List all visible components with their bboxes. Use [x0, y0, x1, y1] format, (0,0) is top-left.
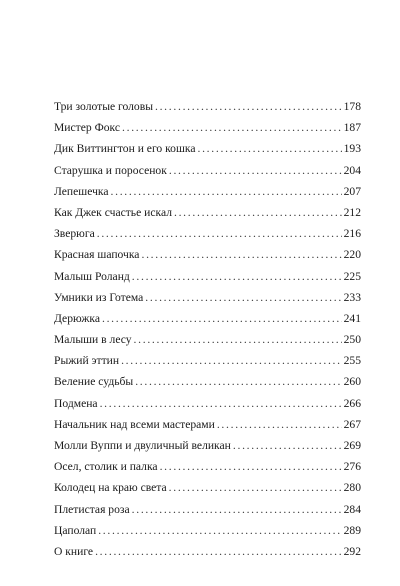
toc-entry-title: Малыши в лесу	[54, 333, 132, 347]
toc-entry-page: 289	[343, 523, 361, 537]
toc-entry-page: 255	[343, 354, 361, 368]
toc-entry	[54, 477, 361, 498]
toc-dot-leader	[155, 96, 342, 117]
toc-entry-page: 193	[343, 142, 361, 156]
toc-entry	[54, 117, 361, 138]
toc-dot-leader	[97, 223, 342, 244]
toc-entry-title: Осел, столик и палка	[54, 460, 158, 474]
toc-entry	[54, 181, 361, 202]
toc-entry-page: 204	[343, 163, 361, 177]
toc-entry-page: 276	[343, 460, 361, 474]
toc-entry-title: Как Джек счастье искал	[54, 205, 172, 219]
toc-entry-page: 178	[343, 100, 361, 113]
table-of-contents	[54, 96, 361, 562]
toc-dot-leader	[169, 160, 342, 181]
toc-entry-title: Мистер Фокс	[54, 121, 121, 135]
toc-entry-title: Начальник над всеми мастерами	[54, 417, 215, 431]
toc-entry-page: 266	[343, 396, 361, 410]
toc-entry	[54, 244, 361, 265]
toc-entry	[54, 520, 361, 541]
toc-entry-title: Молли Вуппи и двуличный великан	[54, 439, 231, 452]
toc-dot-leader	[100, 393, 342, 414]
toc-dot-leader	[122, 117, 342, 138]
toc-entry-title: Зверюга	[54, 227, 95, 241]
toc-entry-page: 280	[343, 481, 361, 495]
toc-entry-title: Умники из Готема	[54, 290, 144, 304]
toc-entry-page: 250	[343, 333, 361, 347]
toc-entry	[54, 202, 361, 223]
toc-entry	[54, 414, 361, 435]
toc-dot-leader	[132, 266, 342, 287]
toc-entry-page: 292	[343, 544, 361, 558]
toc-entry	[54, 393, 361, 414]
toc-dot-leader	[111, 181, 342, 202]
toc-entry	[54, 287, 361, 308]
toc-dot-leader	[121, 350, 342, 371]
toc-dot-leader	[141, 244, 341, 265]
toc-entry-title: Три золотые головы	[54, 100, 153, 113]
toc-dot-leader	[98, 520, 341, 541]
toc-entry-page: 225	[343, 269, 361, 283]
toc-entry	[54, 435, 361, 456]
toc-entry-title: Лепешечка	[54, 184, 109, 198]
toc-entry-title: Рыжий эттин	[54, 354, 120, 368]
toc-entry	[54, 329, 361, 350]
toc-dot-leader	[95, 541, 342, 562]
toc-entry-title: Плетистая роза	[54, 502, 130, 516]
toc-dot-leader	[217, 414, 342, 435]
toc-entry	[54, 138, 361, 159]
toc-entry-page: 207	[343, 184, 361, 198]
toc-entry-title: Старушка и поросенок	[54, 163, 167, 177]
toc-entry-title: Подмена	[54, 396, 98, 410]
toc-entry-title: О книге	[54, 544, 94, 558]
toc-entry-page: 260	[343, 375, 361, 389]
toc-entry	[54, 456, 361, 477]
toc-entry	[54, 96, 361, 117]
toc-entry-page: 233	[343, 290, 361, 304]
toc-entry-title: Малыш Роланд	[54, 269, 130, 283]
toc-entry	[54, 223, 361, 244]
toc-entry	[54, 499, 361, 520]
toc-entry-title: Дерюжка	[54, 311, 100, 325]
toc-entry	[54, 371, 361, 392]
toc-entry	[54, 350, 361, 371]
toc-entry	[54, 266, 361, 287]
toc-entry-title: Красная шапочка	[54, 248, 140, 262]
toc-dot-leader	[197, 138, 341, 159]
toc-entry	[54, 308, 361, 329]
toc-entry-page: 269	[343, 439, 361, 452]
toc-entry-page: 241	[343, 311, 361, 325]
toc-entry-page: 212	[343, 205, 361, 219]
toc-dot-leader	[233, 435, 342, 456]
toc-dot-leader	[135, 371, 341, 392]
toc-entry-page: 267	[343, 417, 361, 431]
toc-dot-leader	[174, 202, 342, 223]
toc-entry-page: 220	[343, 248, 361, 262]
toc-entry-page: 284	[343, 502, 361, 516]
toc-entry-title: Цаполап	[54, 523, 97, 537]
toc-dot-leader	[102, 308, 342, 329]
toc-entry-title: Дик Виттингтон и его кошка	[54, 142, 196, 156]
toc-dot-leader	[169, 477, 342, 498]
toc-entry-title: Колодец на краю света	[54, 481, 167, 495]
toc-dot-leader	[160, 456, 342, 477]
toc-entry	[54, 160, 361, 181]
toc-dot-leader	[145, 287, 341, 308]
toc-entry-title: Веление судьбы	[54, 375, 134, 389]
toc-entry	[54, 541, 361, 562]
toc-entry-page: 187	[343, 121, 361, 135]
toc-entry-page: 216	[343, 227, 361, 241]
toc-dot-leader	[132, 499, 342, 520]
toc-dot-leader	[134, 329, 342, 350]
